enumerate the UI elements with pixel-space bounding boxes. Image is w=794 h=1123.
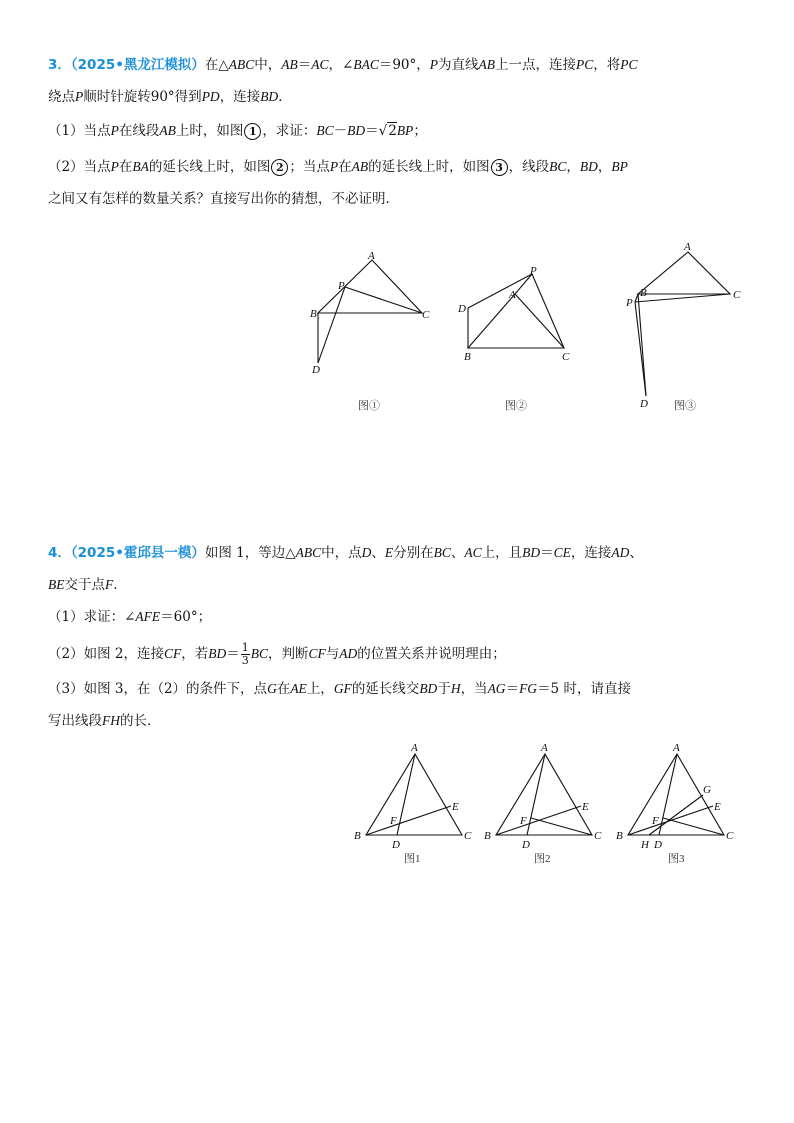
q3-caption-1-wrap	[350, 396, 390, 416]
q3-figure-1	[300, 245, 440, 380]
label-a: A	[541, 742, 548, 754]
segment-bd	[638, 294, 646, 396]
q4-part3-cont: 写出线段FH的长．	[48, 713, 161, 729]
q3-caption-3: 图③	[674, 400, 696, 412]
q4-caption-1: 图1	[404, 853, 421, 865]
label-g: G	[703, 784, 711, 796]
label-d: D	[458, 303, 466, 315]
q3-caption-2-wrap	[495, 396, 535, 416]
label-c: C	[464, 830, 472, 842]
q3-part2: （2）当点P在BA的延长线上时，如图 2 ；当点P在AB的延长线上时，如图 3 ，线段BC，BD，BP	[48, 159, 628, 175]
label-p: P	[530, 265, 537, 277]
label-e: E	[452, 801, 459, 813]
triangle-abc	[366, 754, 462, 835]
segment-ad	[659, 754, 677, 835]
q3-caption-3-wrap	[668, 396, 708, 416]
circled-number-3: 3	[491, 159, 508, 176]
segment-pc	[635, 294, 730, 302]
label-b: B	[640, 287, 647, 299]
label-c: C	[726, 830, 734, 842]
q3-line2: 绕点P顺时针旋转90°得到PD，连接BD．	[48, 89, 292, 105]
label-c: C	[422, 309, 430, 321]
q4-figure-3	[612, 738, 742, 868]
segment-ad	[397, 754, 415, 835]
triangle-abc	[496, 754, 592, 835]
label-d: D	[522, 839, 530, 851]
label-d: D	[640, 398, 648, 410]
label-e: E	[582, 801, 589, 813]
label-a: A	[673, 742, 680, 754]
q4-number: 4．	[48, 545, 71, 561]
label-d: D	[312, 364, 320, 376]
triangle-abc	[638, 252, 730, 294]
q4-line2: BE交于点F．	[48, 577, 127, 593]
label-a: A	[411, 742, 418, 754]
circled-number-2: 2	[271, 159, 288, 176]
label-a: A	[368, 250, 375, 262]
segment-pc	[532, 274, 564, 348]
q3-line1: 3．（2025•黑龙江模拟）在△ABC中，AB＝AC，∠BAC＝90°，P为直线AB上一点，连接PC，将PC	[48, 57, 638, 73]
label-b: B	[464, 351, 471, 363]
q3-source: （2025•黑龙江模拟）	[70, 57, 205, 73]
label-b: B	[310, 308, 317, 320]
q4-caption-2: 图2	[534, 853, 551, 865]
q4-figure-2	[480, 738, 610, 868]
label-b: B	[484, 830, 491, 842]
triangle-abc	[468, 294, 564, 348]
q3-figure-3	[620, 238, 750, 413]
q3-part1: （1）当点P在线段AB上时，如图 1 ，求证：BC－BD＝√2BP；	[48, 123, 427, 139]
q3-number: 3．	[48, 57, 71, 73]
label-f: F	[652, 815, 659, 827]
label-b: B	[354, 830, 361, 842]
segment-cf	[663, 818, 724, 835]
q3-caption-2: 图②	[505, 400, 527, 412]
q4-line1: 4．（2025•霍邱县一模）如图 1，等边△ABC中，点D、E分别在BC、AC上，且BD＝CE，连接AD、	[48, 545, 643, 561]
sqrt-symbol: √	[378, 123, 388, 139]
fraction-one-third: $\frac{1}{3}$	[241, 641, 249, 667]
label-e: E	[714, 801, 721, 813]
q4-caption-3: 图3	[668, 853, 685, 865]
q4-source: （2025•霍邱县一模）	[70, 545, 205, 561]
sqrt-radicand: 2	[388, 123, 397, 139]
q3-figure-2	[450, 262, 580, 367]
label-b: B	[616, 830, 623, 842]
segment-cf	[531, 818, 592, 835]
q4-part1: （1）求证：∠AFE＝60°；	[48, 609, 212, 625]
segment-ad	[527, 754, 545, 835]
segment-ap	[515, 274, 532, 294]
segment-pd	[318, 287, 345, 363]
q4-part2: （2）如图 2，连接CF，若BD＝ $\frac{1}{3}$ BC，判断CF与AD的位置关系并说明理由；	[48, 641, 506, 667]
label-h: H	[641, 839, 649, 851]
label-a: A	[684, 241, 691, 253]
label-d: D	[654, 839, 662, 851]
segment-be	[366, 806, 451, 835]
label-f: F	[520, 815, 527, 827]
circled-number-1: 1	[244, 123, 261, 140]
q4-part3: （3）如图 3，在（2）的条件下，点G在AE上，GF的延长线交BD于H，当AG＝FG＝5 时，请直接	[48, 681, 631, 697]
q3-caption-1: 图①	[358, 400, 380, 412]
label-p: P	[626, 297, 633, 309]
label-c: C	[562, 351, 570, 363]
label-p: P	[338, 280, 345, 292]
label-d: D	[392, 839, 400, 851]
label-a: A	[509, 289, 516, 301]
label-f: F	[390, 815, 397, 827]
label-c: C	[733, 289, 741, 301]
q4-figure-1	[350, 738, 480, 868]
q3-part2-cont: 之间又有怎样的数量关系？直接写出你的猜想，不必证明．	[48, 191, 399, 207]
triangle-abc	[318, 260, 422, 313]
label-c: C	[594, 830, 602, 842]
